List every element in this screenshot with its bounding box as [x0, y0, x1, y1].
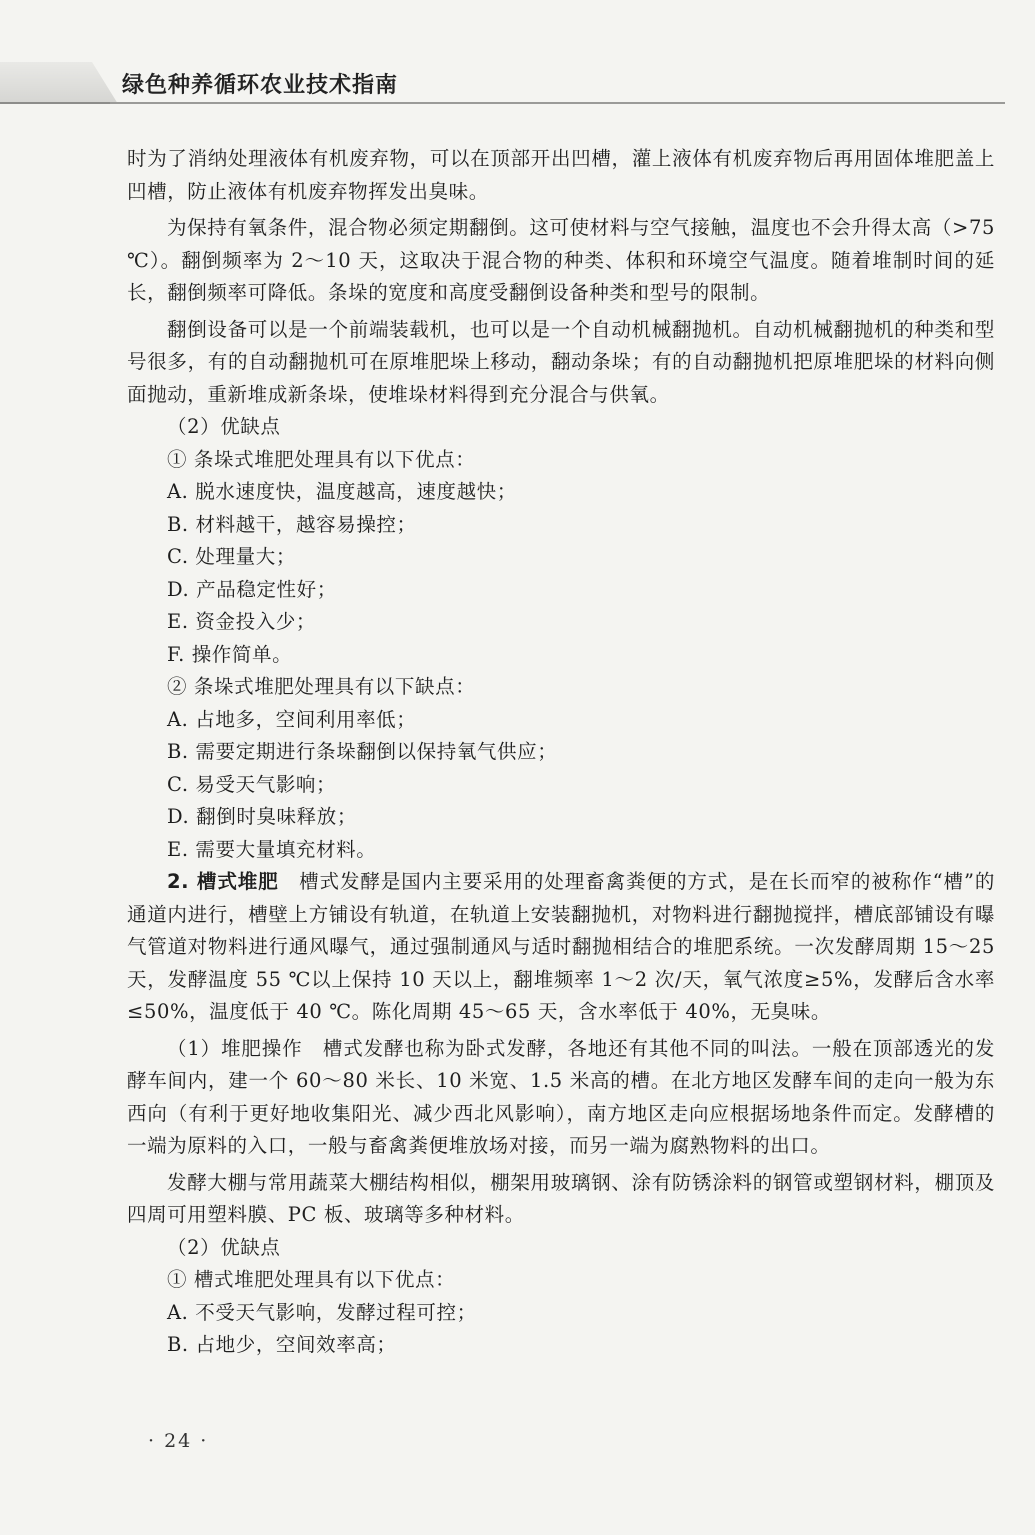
subheading-pros-cons: （2）优缺点 [167, 415, 281, 438]
page-body [127, 143, 995, 1362]
operation-text: 槽式发酵也称为卧式发酵，各地还有其他不同的叫法。一般在顶部透光的发酵车间内，建一个 60～80 米长、10 米宽、1.5 米高的槽。在北方地区发酵车间的走向一般为东西向（有利于更好地收集阳光、减少西北风影响），南方地区走向应根据场地条件而定。发酵槽的一端为原料的入口，一般与畜禽粪便堆放场对接，而另一端为腐熟物料的出口。 [127, 1036, 995, 1157]
paragraph-turning-equipment: 翻倒设备可以是一个前端装载机，也可以是一个自动机械翻抛机。自动机械翻抛机的种类和型号很多，有的自动翻抛机可在原堆肥垛上移动，翻动条垛；有的自动翻抛机把原堆肥垛的材料向侧面抛动，重新堆成新条垛，使堆垛材料得到充分混合与供氧。 [127, 317, 995, 406]
list-item: B. 占地少，空间效率高； [167, 1333, 397, 1356]
paragraph-aeration: 为保持有氧条件，混合物必须定期翻倒。这可使材料与空气接触，温度也不会升得太高（>75 ℃）。翻倒频率为 2～10 天，这取决于混合物的种类、体积和环境空气温度。随着堆制时间的延长，翻倒频率可降低。条垛的宽度和高度受翻倒设备种类和型号的限制。 [127, 216, 995, 304]
list-item: E. 需要大量填充材料。 [167, 837, 377, 861]
paragraph-continuation: 时为了消纳处理液体有机废弃物，可以在顶部开出凹槽，灌上液体有机废弃物后再用固体堆肥盖上凹槽，防止液体有机废弃物挥发出臭味。 [127, 147, 995, 203]
list-item: A. 脱水速度快，温度越高，速度越快； [167, 480, 517, 503]
header-rule [110, 102, 1005, 104]
list-item: B. 需要定期进行条垛翻倒以保持氧气供应； [167, 740, 558, 763]
section-trough-composting [127, 866, 995, 1029]
page-number: · 24 · [148, 1430, 209, 1452]
pros2-intro: ① 槽式堆肥处理具有以下优点： [167, 1268, 456, 1291]
running-header [0, 62, 1035, 106]
list-item: E. 资金投入少； [167, 610, 317, 633]
cons-intro: ② 条垛式堆肥处理具有以下缺点： [167, 675, 476, 698]
list-item: A. 占地多，空间利用率低； [167, 707, 417, 731]
pros-intro: ① 条垛式堆肥处理具有以下优点： [167, 447, 476, 471]
book-title: 绿色种养循环农业技术指南 [122, 73, 399, 98]
paragraph-shed: 发酵大棚与常用蔬菜大棚结构相似，棚架用玻璃钢、涂有防锈涂料的钢管或塑钢材料，棚顶及四周可用塑料膜、PC 板、玻璃等多种材料。 [127, 1170, 995, 1226]
list-item: B. 材料越干，越容易操控； [167, 512, 417, 536]
list-item: D. 产品稳定性好； [167, 577, 337, 601]
list-item: F. 操作简单。 [167, 642, 293, 666]
paragraph-operation [127, 1033, 995, 1163]
section-heading: 2. 槽式堆肥 [167, 870, 279, 893]
list-item: C. 易受天气影响； [167, 772, 337, 796]
list-item: A. 不受天气影响，发酵过程可控； [167, 1300, 477, 1324]
section-text: 槽式发酵是国内主要采用的处理畜禽粪便的方式，是在长而窄的被称作“槽”的通道内进行，槽壁上方铺设有轨道，在轨道上安装翻抛机，对物料进行翻抛搅拌，槽底部铺设有曝气管道对物料进行通风曝气，通过强制通风与适时翻抛相结合的堆肥系统。一次发酵周期 15～25 天，发酵温度 55 ℃以上保持 10 天以上，翻堆频率 1～2 次/天，氧气浓度≥5%，发酵后含水率≤50%，温度低于 40 ℃。陈化周期 45～65 天，含水率低于 40%，无臭味。 [127, 870, 995, 1023]
operation-heading: （1）堆肥操作 [167, 1036, 303, 1060]
list-item: D. 翻倒时臭味释放； [167, 805, 357, 828]
list-item: C. 处理量大； [167, 545, 296, 568]
subheading-pros-cons-2: （2）优缺点 [167, 1235, 281, 1259]
